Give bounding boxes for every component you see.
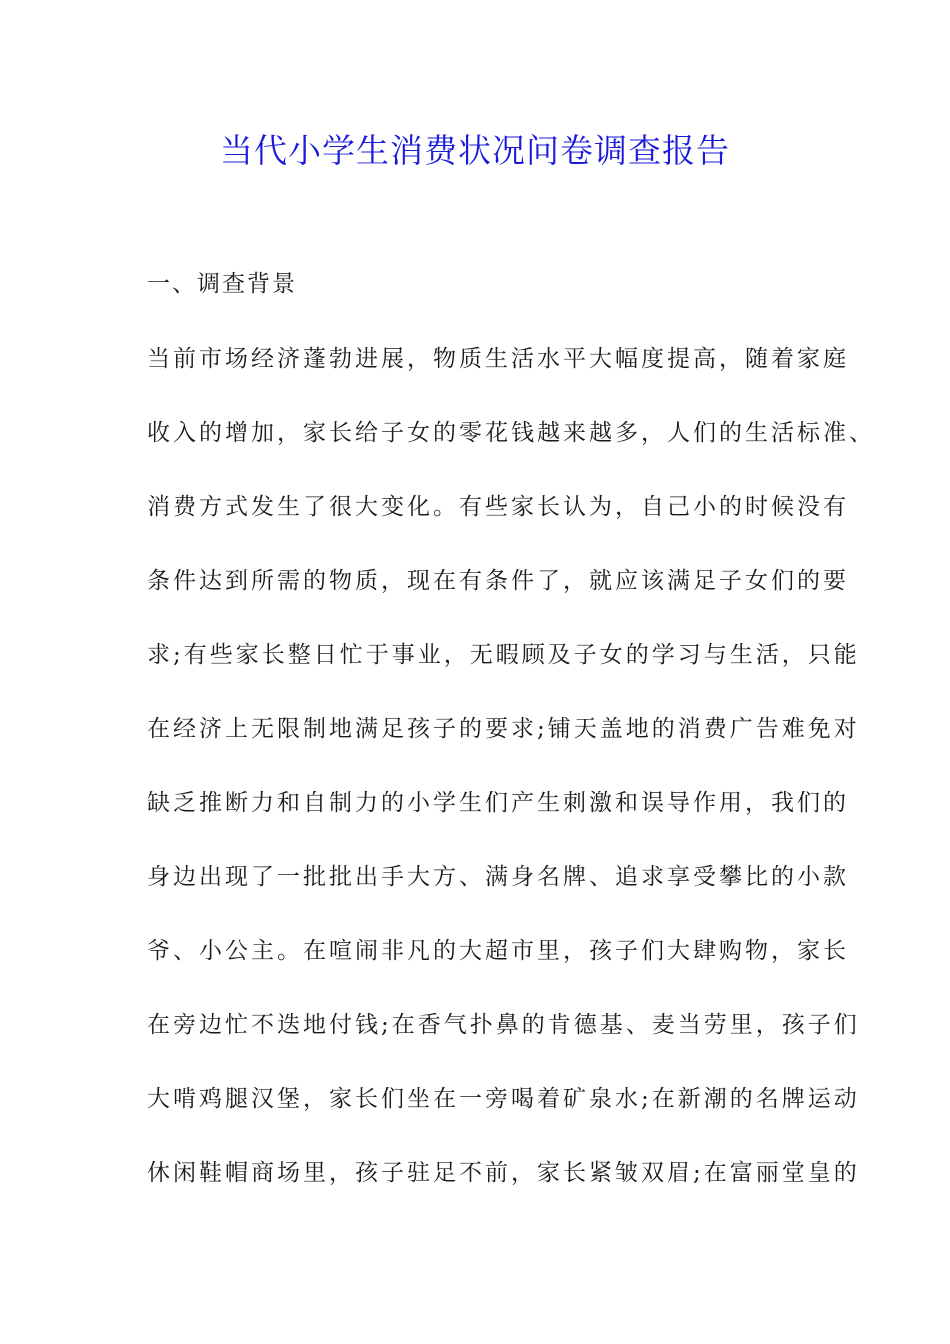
paragraph-line: 求;有些家长整日忙于事业，无暇顾及子女的学习与生活，只能: [147, 642, 860, 668]
paragraph-line: 消费方式发生了很大变化。有些家长认为，自己小的时候没有: [147, 494, 849, 520]
paragraph-line: 条件达到所需的物质，现在有条件了，就应该满足子女们的要: [147, 568, 849, 594]
paragraph-line: 身边出现了一批批出手大方、满身名牌、追求享受攀比的小款: [147, 864, 849, 890]
section-heading: 一、调查背景: [147, 271, 297, 297]
paragraph-line: 爷、小公主。在喧闹非凡的大超市里，孩子们大肆购物，家长: [147, 938, 849, 964]
document-title: 当代小学生消费状况问卷调查报告: [220, 131, 730, 170]
body-paragraph: [147, 341, 875, 1229]
paragraph-line: 在经济上无限制地满足孩子的要求;铺天盖地的消费广告难免对: [147, 716, 860, 742]
paragraph-line: 当前市场经济蓬勃进展，物质生活水平大幅度提高，随着家庭: [147, 346, 849, 372]
paragraph-line: 大啃鸡腿汉堡，家长们坐在一旁喝着矿泉水;在新潮的名牌运动: [147, 1086, 860, 1112]
paragraph-line: 在旁边忙不迭地付钱;在香气扑鼻的肯德基、麦当劳里，孩子们: [147, 1012, 860, 1038]
paragraph-line: 收入的增加，家长给子女的零花钱越来越多，人们的生活标准、: [147, 420, 875, 446]
paragraph-line: 缺乏推断力和自制力的小学生们产生刺激和误导作用，我们的: [147, 790, 849, 816]
paragraph-line: 休闲鞋帽商场里，孩子驻足不前，家长紧皱双眉;在富丽堂皇的: [147, 1160, 860, 1186]
